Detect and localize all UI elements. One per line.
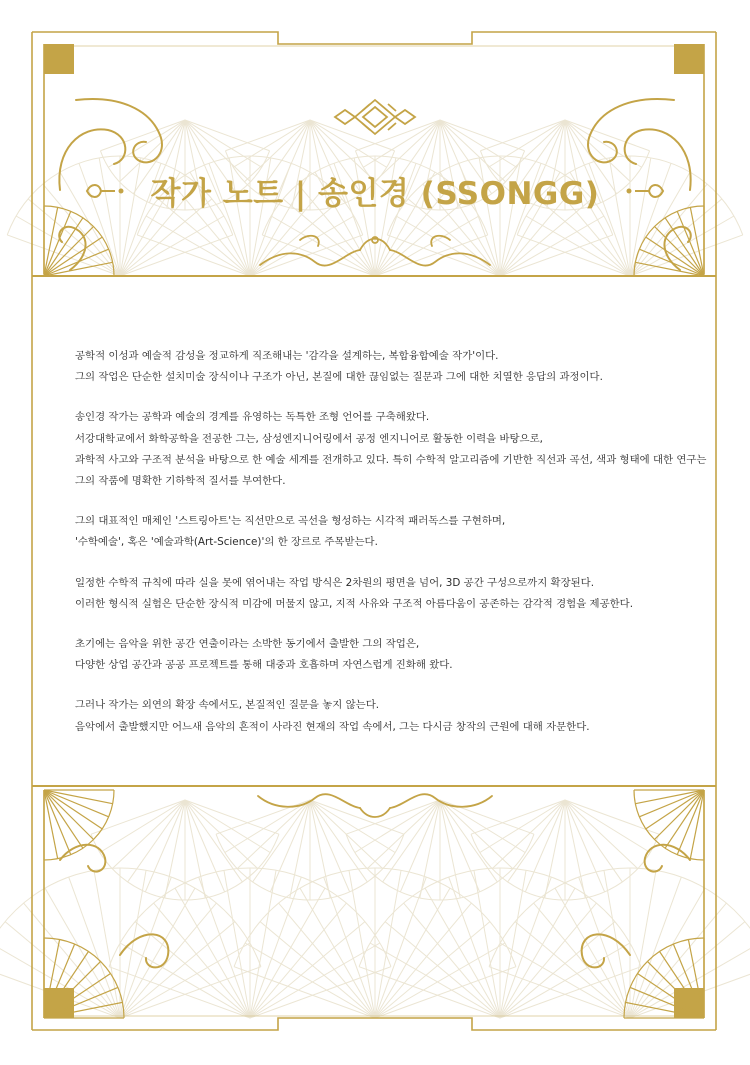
paragraph-line: 그의 대표적인 매체인 '스트링아트'는 직선만으로 곡선을 형성하는 시각적 패러독스를 구현하며, <box>75 515 506 528</box>
right-scroll-ornament-icon <box>621 173 665 209</box>
paragraph-line: 서강대학교에서 화학공학을 전공한 그는, 삼성엔지니어링에서 공정 엔지니어로 활동한 이력을 바탕으로, <box>75 432 543 445</box>
top-center-diamond-icon <box>335 100 415 134</box>
paragraph <box>75 511 675 553</box>
paragraph-line: '수학예술', 혹은 '예술과학(Art-Science)'의 한 장르로 주목받는다. <box>75 536 378 549</box>
paragraph-line: 과학적 사고와 구조적 분석을 바탕으로 한 예술 세계를 전개하고 있다. 특히 수학적 알고리즘에 기반한 직선과 곡선, 색과 형태에 대한 연구는 <box>75 453 707 466</box>
paragraph-line: 공학적 이성과 예술적 감성을 정교하게 직조해내는 '감각을 설계하는, 복합융합예술 작가'이다. <box>75 350 499 362</box>
header-title-row <box>0 168 750 213</box>
paragraph-line: 일정한 수학적 규칙에 따라 실을 못에 엮어내는 작업 방식은 2차원의 평면을 넘어, 3D 공간 구성으로까지 확장된다. <box>75 576 595 589</box>
left-scroll-ornament-icon <box>85 173 129 209</box>
bottom-center-scroll <box>258 794 492 817</box>
paragraph <box>75 407 707 492</box>
paragraph <box>75 695 675 737</box>
paragraph-line: 다양한 상업 공간과 공공 프로젝트를 통해 대중과 호흡하며 자연스럽게 진화해 왔다. <box>75 659 453 672</box>
paragraph-line: 음악에서 출발했지만 어느새 음악의 흔적이 사라진 현재의 작업 속에서, 그는 다시금 창작의 근원에 대해 자문한다. <box>75 720 590 733</box>
paragraph <box>75 634 675 676</box>
paragraph-line: 송인경 작가는 공학과 예술의 경계를 유영하는 독특한 조형 언어를 구축해왔다. <box>75 411 430 424</box>
paragraph <box>75 346 675 388</box>
paragraph <box>75 573 675 615</box>
paragraph-line: 그의 작업은 단순한 설치미술 장식이나 구조가 아닌, 본질에 대한 끊임없는 질문과 그에 대한 치열한 응답의 과정이다. <box>75 371 603 384</box>
paragraph-line: 이러한 형식적 실험은 단순한 장식적 미감에 머물지 않고, 지적 사유와 구조적 아름다움이 공존하는 감각적 경험을 제공한다. <box>75 597 634 610</box>
page-title: 작가 노트 | 송인경 (SSONGG) <box>150 176 600 212</box>
paragraph-line: 그의 작품에 명확한 기하학적 질서를 부여한다. <box>75 475 286 488</box>
paragraph-line: 초기에는 음악을 위한 공간 연출이라는 소박한 동기에서 출발한 그의 작업은, <box>75 638 420 651</box>
artist-note-body <box>75 346 707 757</box>
paragraph-line: 그러나 작가는 외연의 확장 속에서도, 본질적인 질문을 놓지 않는다. <box>75 699 380 712</box>
